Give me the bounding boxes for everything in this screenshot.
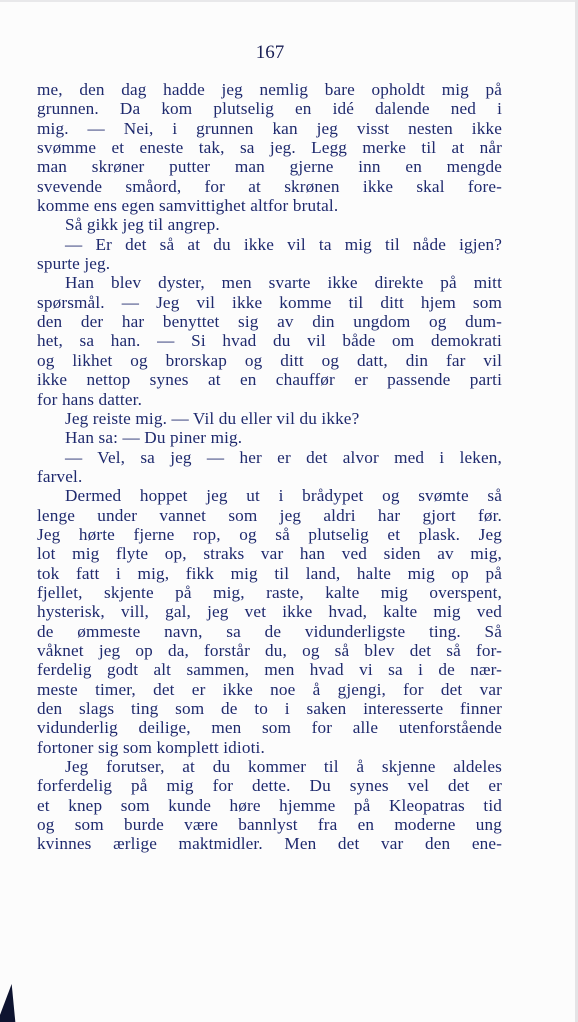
- text-line: og som burde være bannlyst fra en moderne ung: [37, 815, 502, 835]
- text-line: svømme et eneste tak, sa jeg. Legg merke til at når: [37, 138, 502, 158]
- text-line: meste timer, det er ikke noe å gjengi, for det var: [37, 679, 502, 699]
- text-line: grunnen. Da kom plutselig en idé dalende ned i: [37, 99, 502, 119]
- text-line: den slags ting som de to i saken interesserte finner: [37, 699, 502, 718]
- text-line: Han sa: — Du piner mig.: [65, 428, 243, 448]
- body-text: [37, 80, 502, 854]
- text-line: ferdelig godt alt sammen, men hvad vi sa i de nær-: [37, 660, 502, 680]
- text-line: lenge under vannet som jeg aldri har gjort før.: [37, 505, 502, 525]
- text-line: våknet jeg op da, forstår du, og så blev det så for-: [37, 640, 502, 660]
- text-line: het, sa han. — Si hvad du vil både om demokrati: [37, 331, 502, 351]
- text-line: — Vel, sa jeg — her er det alvor med i leken,: [65, 447, 502, 467]
- text-line: — Er det så at du ikke vil ta mig til nåde igjen?: [65, 234, 502, 254]
- text-line: farvel.: [37, 466, 83, 486]
- text-line: tok fatt i mig, fikk mig til land, halte mig op på: [37, 563, 502, 583]
- text-line: forferdelig på mig for dette. Du synes vel det er: [37, 776, 502, 796]
- text-line: me, den dag hadde jeg nemlig bare opholdt mig på: [37, 80, 502, 99]
- text-line: Dermed hoppet jeg ut i brådypet og svømte så: [65, 486, 502, 506]
- page-number: 167: [255, 42, 285, 63]
- text-line: Jeg forutser, at du kommer til å skjenne aldeles: [65, 757, 502, 777]
- text-line: vidunderlig deilige, men som for alle utenforstående: [37, 718, 502, 738]
- corner-mark: [0, 984, 21, 1022]
- text-line: Jeg reiste mig. — Vil du eller vil du ikke?: [65, 408, 360, 428]
- text-line: man skrøner putter man gjerne inn en mengde: [37, 157, 502, 177]
- text-line: og likhet og brorskap og ditt og datt, din far vil: [37, 350, 502, 370]
- text-line: svevende småord, for at skrønen ikke skal fore-: [37, 176, 502, 196]
- text-line: hysterisk, vill, gal, jeg vet ikke hvad, kalte mig ved: [37, 602, 502, 622]
- text-line: fortoner sig som komplett idioti.: [37, 737, 265, 757]
- text-line: komme ens egen samvittighet altfor brutal.: [37, 196, 339, 216]
- text-line: spurte jeg.: [37, 254, 111, 274]
- text-line: lot mig flyte op, straks var han ved siden av mig,: [37, 544, 502, 564]
- top-edge: [0, 0, 578, 2]
- text-line: fjellet, skjente på mig, raste, kalte mig overspent,: [37, 582, 502, 602]
- text-line: for hans datter.: [37, 389, 143, 409]
- text-line: Han blev dyster, men svarte ikke direkte på mitt: [65, 273, 502, 293]
- text-line: Jeg hørte fjerne rop, og så plutselig et plask. Jeg: [37, 524, 502, 544]
- text-line: de ømmeste navn, sa de vidunderligste ting. Så: [37, 621, 502, 641]
- text-line: mig. — Nei, i grunnen kan jeg visst nesten ikke: [37, 118, 502, 138]
- text-line: den der har benyttet sig av din ungdom og dum-: [37, 312, 502, 332]
- text-line: spørsmål. — Jeg vil ikke komme til ditt hjem som: [37, 292, 502, 312]
- text-line: Så gikk jeg til angrep.: [65, 215, 220, 235]
- text-line: kvinnes ærlige maktmidler. Men det var den ene-: [37, 834, 502, 854]
- text-line: et knep som kunde høre hjemme på Kleopatras tid: [37, 795, 502, 815]
- text-line: ikke nettop synes at en chauffør er passende parti: [37, 370, 502, 390]
